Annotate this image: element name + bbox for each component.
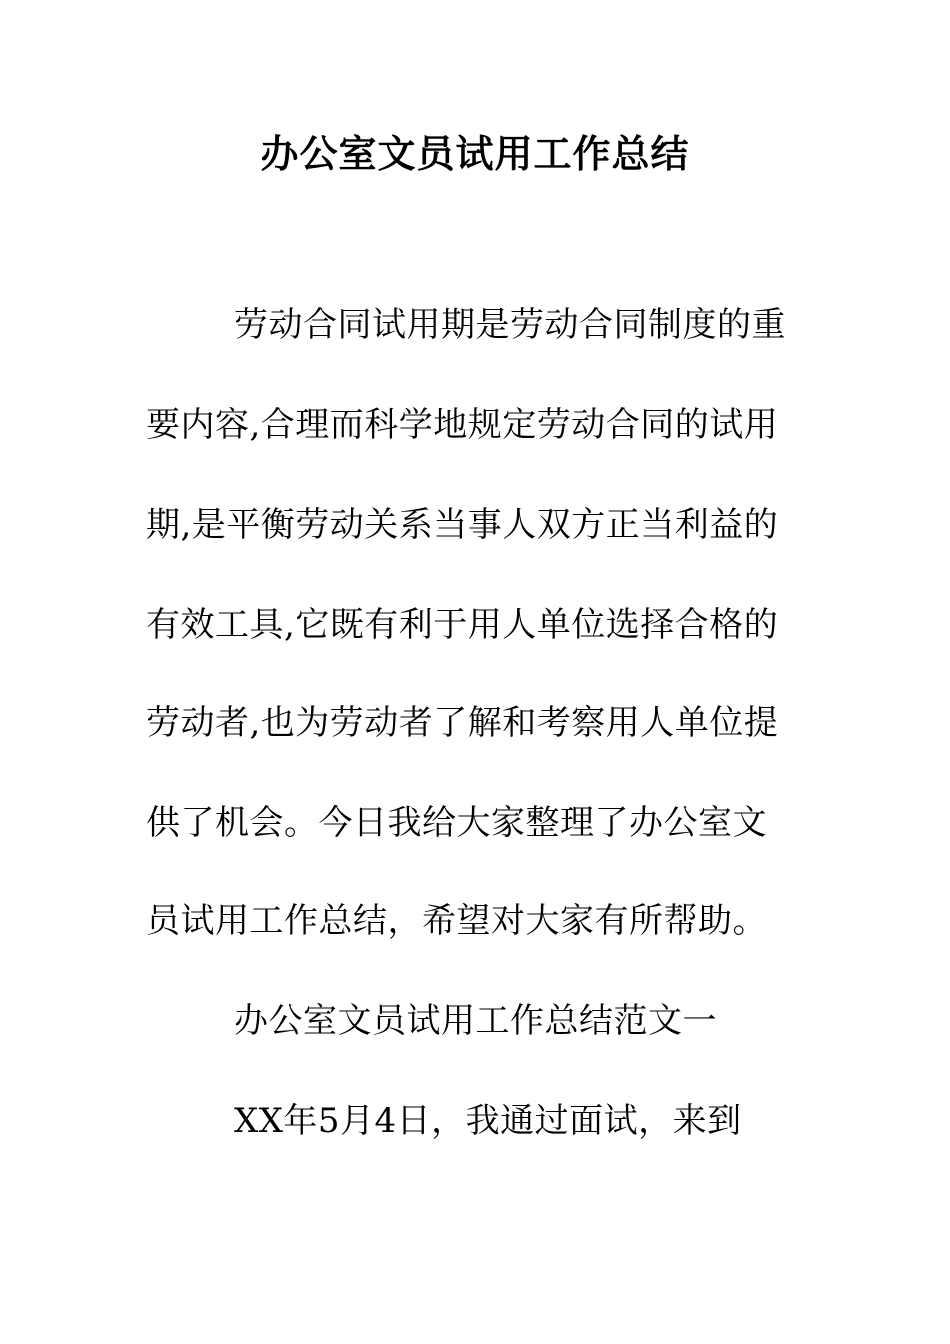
paragraph-line: 有效工具,它既有利于用人单位选择合格的 (146, 605, 779, 645)
paragraph-line: 员试用工作总结，希望对大家有所帮助。 (146, 901, 767, 941)
paragraph-line: XX年5月4日，我通过面试，来到 (234, 1101, 742, 1141)
paragraph-line: 劳动合同试用期是劳动合同制度的重 (234, 305, 786, 345)
document-title: 办公室文员试用工作总结 (260, 132, 690, 176)
paragraph-line: 要内容,合理而科学地规定劳动合同的试用 (146, 405, 779, 445)
paragraph-line: 劳动者,也为劳动者了解和考察用人单位提 (146, 703, 779, 743)
paragraph-line: 供了机会。今日我给大家整理了办公室文 (146, 803, 767, 843)
paragraph-line: 期,是平衡劳动关系当事人双方正当利益的 (146, 505, 779, 545)
section-heading: 办公室文员试用工作总结范文一 (234, 1001, 717, 1041)
